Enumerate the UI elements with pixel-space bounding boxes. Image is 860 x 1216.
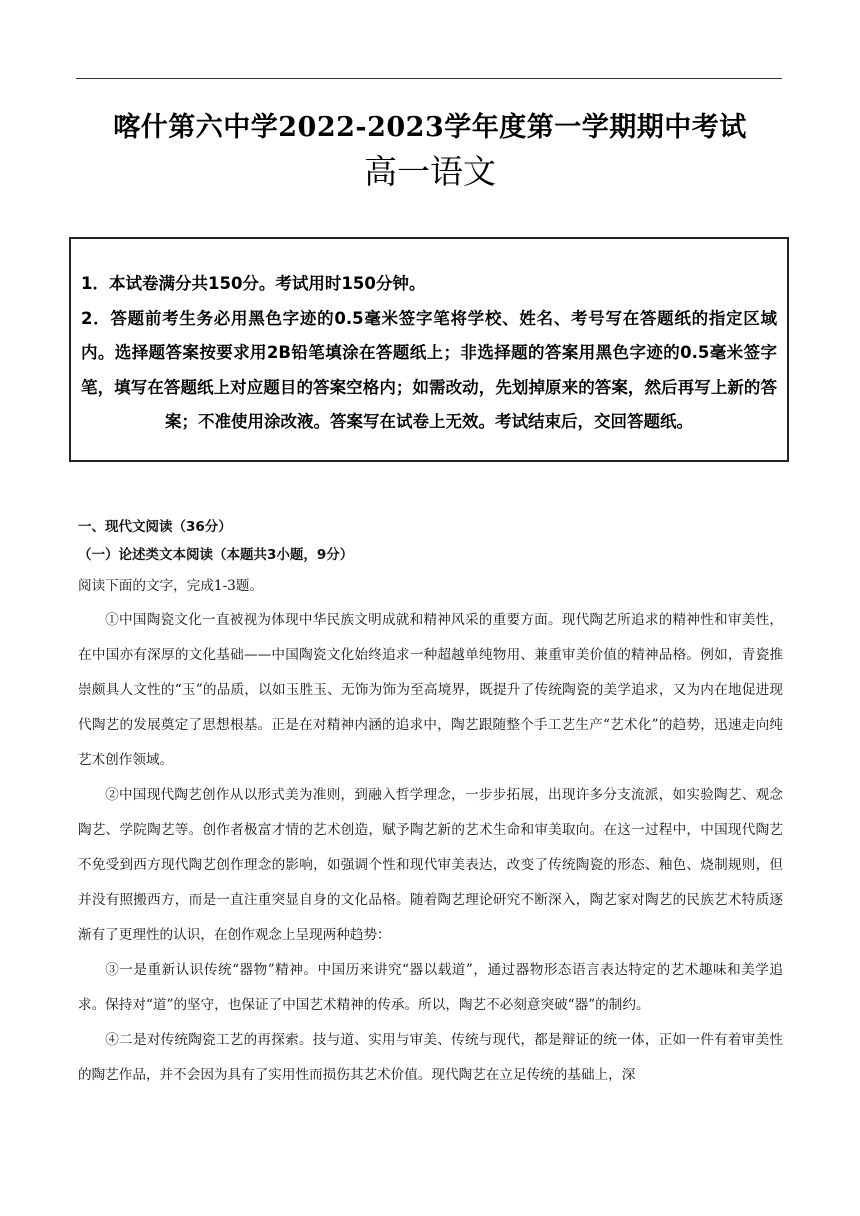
notice-box — [69, 237, 789, 462]
passage-paragraph-3: ③一是重新认识传统“器物”精神。中国历来讲究“器以载道”，通过器物形态语言表达特定的艺术趣味和美学追求。保持对“道”的坚守，也保证了中国艺术精神的传承。所以，陶艺不必刻意突破“器”的制约。 — [78, 962, 783, 1013]
exam-title: 喀什第六中学2022-2023学年度第一学期期中考试 — [113, 112, 747, 143]
exam-body — [78, 513, 783, 1093]
passage-paragraph-1: ①中国陶瓷文化一直被视为体现中华民族文明成就和精神风采的重要方面。现代陶艺所追求的精神性和审美性，在中国亦有深厚的文化基础——中国陶瓷文化始终追求一种超越单纯物用、兼重审美价值的精神品格。例如，青瓷推崇颇具人文性的“玉”的品质，以如玉胜玉、无饰为饰为至高境界，既提升了传统陶瓷的美学追求，又为内在地促进现代陶艺的发展奠定了思想根基。正是在对精神内涵的追求中，陶艺跟随整个手工艺生产“艺术化”的趋势，迅速走向纯艺术创作领域。 — [78, 612, 783, 768]
passage-paragraph-2: ②中国现代陶艺创作从以形式美为准则，到融入哲学理念，一步步拓展，出现许多分支流派，如实验陶艺、观念陶艺、学院陶艺等。创作者极富才情的艺术创造，赋予陶艺新的艺术生命和审美取向。在这一过程中，中国现代陶艺不免受到西方现代陶艺创作理念的影响，如强调个性和现代审美表达，改变了传统陶瓷的形态、釉色、烧制规则，但并没有照搬西方，而是一直注重突显自身的文化品格。随着陶艺理论研究不断深入，陶艺家对陶艺的民族艺术特质逐渐有了更理性的认识，在创作观念上呈现两种趋势： — [78, 787, 783, 943]
passage-paragraph-4: ④二是对传统陶瓷工艺的再探索。技与道、实用与审美、传统与现代，都是辩证的统一体，正如一件有着审美性的陶艺作品，并不会因为具有了实用性而损伤其艺术价值。现代陶艺在立足传统的基础上，深 — [78, 1032, 783, 1083]
section-title: 一、现代文阅读（36分） — [78, 519, 232, 535]
notice-item-2: 2．答题前考生务必用黑色字迹的0.5毫米签字笔将学校、姓名、考号写在答题纸的指定区域内。选择题答案按要求用2B铅笔填涂在答题纸上；非选择题的答案用黑色字迹的0.5毫米签字笔，填写在答题纸上对应题目的答案空格内；如需改动，先划掉原来的答案，然后再写上新的答案；不准使用涂改液。答案写在试卷上无效。考试结束后，交回答题纸。 — [81, 308, 777, 431]
exam-subject: 高一语文 — [364, 152, 496, 191]
notice-item-1: 1．本试卷满分共150分。考试用时150分钟。 — [81, 274, 426, 293]
reading-instruction: 阅读下面的文字，完成1-3题。 — [78, 578, 264, 594]
header-rule — [76, 78, 782, 79]
subsection-title: （一）论述类文本阅读（本题共3小题，9分） — [78, 547, 354, 563]
